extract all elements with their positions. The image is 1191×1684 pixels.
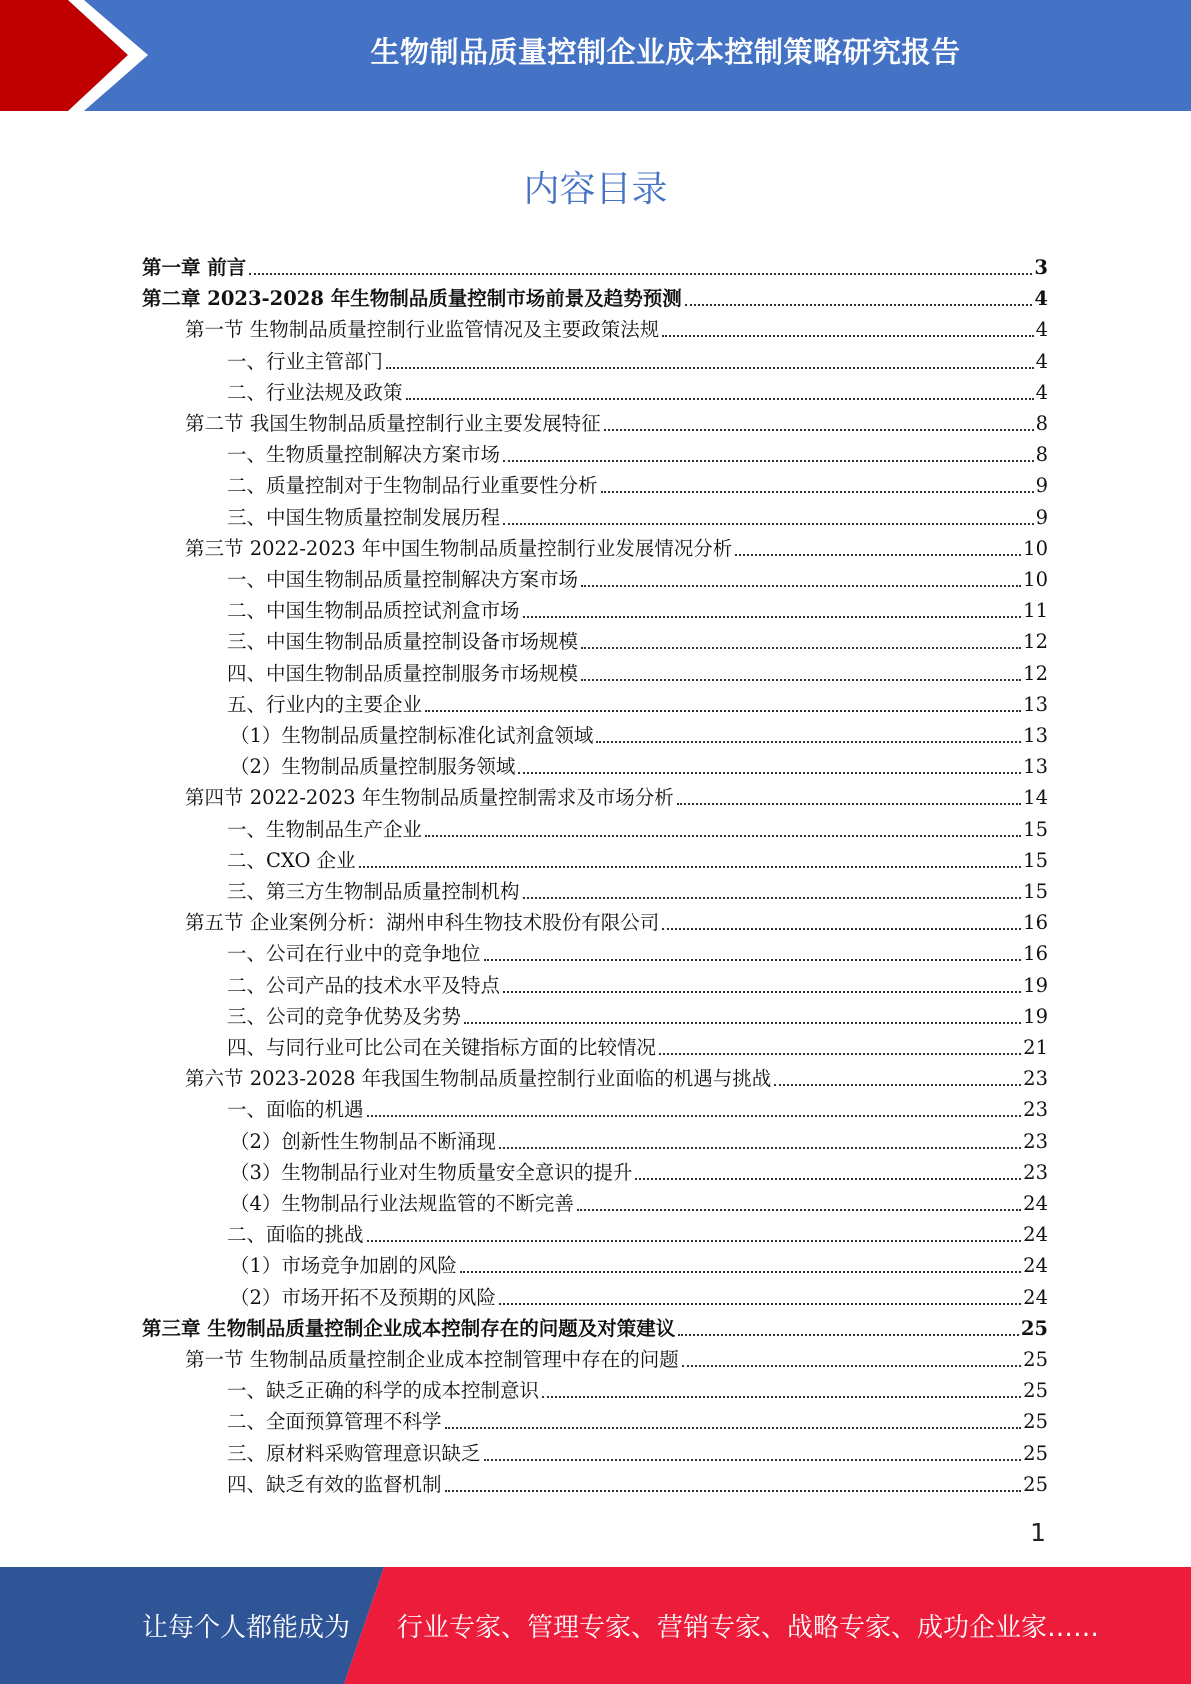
toc-dot-leader <box>445 1490 1022 1492</box>
toc-dot-leader <box>523 616 1022 618</box>
toc-entry-label: 三、中国生物质量控制发展历程 <box>227 505 501 529</box>
toc-entry[interactable] <box>227 690 1048 718</box>
toc-entry[interactable] <box>227 627 1048 655</box>
toc-entry-page: 14 <box>1023 786 1048 810</box>
footer-slogan-right: 行业专家、管理专家、营销专家、战略专家、成功企业家…… <box>397 1613 1100 1643</box>
toc-entry-page: 25 <box>1023 1441 1048 1465</box>
toc-entry-page: 12 <box>1023 661 1048 685</box>
toc-dot-leader <box>523 897 1022 899</box>
toc-entry-page: 23 <box>1023 1067 1048 1091</box>
toc-dot-leader <box>406 398 1034 400</box>
toc-entry[interactable] <box>185 1064 1048 1092</box>
toc-entry[interactable] <box>227 1002 1048 1030</box>
page-footer <box>0 1567 1191 1684</box>
toc-entry-page: 24 <box>1023 1192 1048 1215</box>
toc-entry-page: 15 <box>1023 880 1048 903</box>
toc-dot-leader <box>464 1022 1021 1024</box>
toc-entry-page: 25 <box>1023 1348 1048 1371</box>
toc-entry-page: 8 <box>1035 412 1048 435</box>
toc-entry-label: 一、面临的机遇 <box>227 1098 364 1122</box>
toc-entry[interactable] <box>227 1220 1048 1248</box>
toc-dot-leader <box>678 1334 1019 1336</box>
toc-dot-leader <box>518 772 1021 774</box>
toc-entry-page: 8 <box>1035 443 1048 467</box>
toc-entry-page: 25 <box>1023 1410 1048 1434</box>
toc-entry-label: 第二章 2023-2028 年生物制品质量控制市场前景及趋势预测 <box>142 287 682 311</box>
toc-entry-page: 4 <box>1035 318 1048 342</box>
toc-entry-page: 13 <box>1023 692 1048 716</box>
toc-entry-label: 四、与同行业可比公司在关键指标方面的比较情况 <box>227 1036 657 1059</box>
toc-entry-page: 19 <box>1023 1004 1048 1028</box>
toc-entry[interactable] <box>227 565 1048 593</box>
toc-entry[interactable] <box>185 315 1048 343</box>
toc-entry-page: 4 <box>1035 380 1048 404</box>
toc-entry-label: 二、全面预算管理不科学 <box>227 1410 442 1434</box>
page-header <box>0 0 1191 111</box>
toc-dot-leader <box>662 335 1033 337</box>
toc-entry-label: 一、生物质量控制解决方案市场 <box>227 443 501 467</box>
toc-entry-label: 二、行业法规及政策 <box>227 380 403 404</box>
toc-entry[interactable] <box>227 1033 1048 1061</box>
toc-entry-label: 二、CXO 企业 <box>227 848 356 872</box>
toc-entry-label: 一、中国生物制品质量控制解决方案市场 <box>227 568 579 591</box>
toc-entry[interactable] <box>230 721 1048 749</box>
toc-entry-page: 15 <box>1023 817 1048 841</box>
toc-dot-leader <box>604 429 1034 431</box>
toc-dot-leader <box>635 1178 1021 1180</box>
toc-entry-label: 三、中国生物制品质量控制设备市场规模 <box>227 630 579 654</box>
toc-entry-label: （4）生物制品行业法规监管的不断完善 <box>230 1192 574 1215</box>
toc-entry-label: 三、第三方生物制品质量控制机构 <box>227 880 520 903</box>
toc-entry[interactable] <box>227 939 1048 967</box>
toc-entry-label: 二、中国生物制品质控试剂盒市场 <box>227 599 520 623</box>
toc-entry-page: 24 <box>1023 1223 1048 1247</box>
toc-entry[interactable] <box>227 659 1048 687</box>
toc-entry[interactable] <box>230 1251 1048 1279</box>
toc-dot-leader <box>460 1271 1021 1273</box>
toc-entry[interactable] <box>142 253 1048 281</box>
toc-entry[interactable] <box>185 534 1048 562</box>
toc-dot-leader <box>735 554 1021 556</box>
toc-entry-page: 11 <box>1023 599 1048 623</box>
toc-entry-label: 第四节 2022-2023 年生物制品质量控制需求及市场分析 <box>185 786 674 810</box>
toc-dot-leader <box>685 304 1033 306</box>
toc-entry-label: （1）生物制品质量控制标准化试剂盒领域 <box>230 724 594 747</box>
toc-entry-page: 24 <box>1023 1285 1048 1309</box>
toc-dot-leader <box>581 585 1021 587</box>
toc-entry-page: 3 <box>1034 256 1048 279</box>
toc-dot-leader <box>581 679 1021 681</box>
arrow-decoration-icon <box>0 0 160 111</box>
toc-entry-label: 第二节 我国生物制品质量控制行业主要发展特征 <box>185 412 601 435</box>
toc-entry-label: （2）生物制品质量控制服务领域 <box>230 755 516 779</box>
toc-dot-leader <box>249 273 1032 275</box>
toc-dot-leader <box>484 1459 1022 1461</box>
toc-dot-leader <box>503 460 1034 462</box>
toc-entry[interactable] <box>227 440 1048 468</box>
toc-entry[interactable] <box>227 1439 1048 1467</box>
toc-entry[interactable] <box>142 1314 1048 1342</box>
toc-entry[interactable] <box>185 908 1048 936</box>
toc-entry-page: 13 <box>1023 724 1048 747</box>
toc-dot-leader <box>596 741 1021 743</box>
toc-entry-page: 25 <box>1023 1472 1048 1496</box>
toc-entry-page: 12 <box>1023 630 1048 654</box>
toc-entry-label: 五、行业内的主要企业 <box>227 692 423 716</box>
toc-entry-label: （3）生物制品行业对生物质量安全意识的提升 <box>230 1160 633 1184</box>
toc-entry-page: 25 <box>1020 1316 1048 1340</box>
toc-entry-label: 三、公司的竞争优势及劣势 <box>227 1004 462 1028</box>
toc-entry-label: 第一章 前言 <box>142 256 247 279</box>
toc-entry-page: 15 <box>1023 848 1048 872</box>
toc-entry[interactable] <box>230 1158 1048 1186</box>
toc-entry-label: 二、质量控制对于生物制品行业重要性分析 <box>227 474 598 498</box>
toc-dot-leader <box>484 959 1022 961</box>
toc-entry-page: 10 <box>1023 568 1048 591</box>
toc-entry[interactable] <box>230 1127 1048 1155</box>
toc-entry-label: 一、缺乏正确的科学的成本控制意识 <box>227 1379 540 1403</box>
toc-dot-leader <box>367 1115 1022 1117</box>
toc-entry-page: 16 <box>1023 911 1048 935</box>
toc-entry-label: （2）创新性生物制品不断涌现 <box>230 1129 496 1153</box>
toc-dot-leader <box>425 710 1021 712</box>
page-number: 1 <box>1030 1518 1046 1547</box>
toc-entry-label: 三、原材料采购管理意识缺乏 <box>227 1441 481 1465</box>
toc-dot-leader <box>503 523 1034 525</box>
toc-entry-page: 10 <box>1023 536 1048 560</box>
toc-entry[interactable] <box>227 1376 1048 1404</box>
toc-entry-label: 第一节 生物制品质量控制企业成本控制管理中存在的问题 <box>185 1348 679 1371</box>
toc-entry-page: 23 <box>1023 1160 1048 1184</box>
toc-entry[interactable] <box>227 877 1048 905</box>
toc-entry[interactable] <box>230 752 1048 780</box>
toc-entry[interactable] <box>230 1189 1048 1217</box>
toc-dot-leader <box>677 803 1021 805</box>
toc-entry[interactable] <box>227 347 1048 375</box>
toc-dot-leader <box>542 1396 1021 1398</box>
toc-dot-leader <box>662 928 1021 930</box>
toc-dot-leader <box>367 1240 1022 1242</box>
toc-entry[interactable] <box>142 284 1048 312</box>
toc-entry[interactable] <box>227 596 1048 624</box>
toc-title: 内容目录 <box>523 169 668 210</box>
toc-entry[interactable] <box>227 1470 1048 1498</box>
toc-entry-page: 21 <box>1023 1036 1048 1059</box>
toc-dot-leader <box>503 991 1021 993</box>
toc-entry-page: 4 <box>1035 349 1048 373</box>
footer-slogan-left: 让每个人都能成为 <box>142 1613 351 1643</box>
toc-entry-label: 第三节 2022-2023 年中国生物制品质量控制行业发展情况分析 <box>185 536 733 560</box>
toc-entry-page: 16 <box>1023 942 1048 966</box>
toc-entry-page: 4 <box>1034 287 1048 311</box>
toc-dot-leader <box>386 367 1034 369</box>
toc-entry[interactable] <box>227 815 1048 843</box>
toc-dot-leader <box>425 835 1021 837</box>
toc-dot-leader <box>601 491 1034 493</box>
toc-entry-page: 19 <box>1023 973 1048 997</box>
toc-dot-leader <box>581 647 1021 649</box>
toc-entry-label: 第一节 生物制品质量控制行业监管情况及主要政策法规 <box>185 318 660 342</box>
toc-entry-label: 二、公司产品的技术水平及特点 <box>227 973 501 997</box>
toc-entry-page: 9 <box>1035 505 1048 529</box>
toc-entry-label: 一、生物制品生产企业 <box>227 817 423 841</box>
toc-entry[interactable] <box>227 971 1048 999</box>
toc-entry-page: 9 <box>1035 474 1048 498</box>
toc-entry-label: 一、公司在行业中的竞争地位 <box>227 942 481 966</box>
toc-entry-page: 23 <box>1023 1098 1048 1122</box>
toc-entry-label: 第三章 生物制品质量控制企业成本控制存在的问题及对策建议 <box>142 1316 676 1340</box>
toc-entry-label: 一、行业主管部门 <box>227 349 384 373</box>
toc-entry-page: 25 <box>1023 1379 1048 1403</box>
toc-entry[interactable] <box>227 846 1048 874</box>
toc-entry[interactable] <box>227 1407 1048 1435</box>
toc-entry-label: 第六节 2023-2028 年我国生物制品质量控制行业面临的机遇与挑战 <box>185 1067 772 1091</box>
toc-dot-leader <box>577 1209 1021 1211</box>
toc-entry[interactable] <box>227 378 1048 406</box>
toc-entry-label: 四、缺乏有效的监督机制 <box>227 1472 442 1496</box>
toc-entry-page: 23 <box>1023 1129 1048 1153</box>
toc-dot-leader <box>774 1084 1021 1086</box>
toc-entry-page: 24 <box>1023 1254 1048 1278</box>
toc-entry[interactable] <box>230 1283 1048 1311</box>
report-title: 生物制品质量控制企业成本控制策略研究报告 <box>370 35 961 69</box>
toc-entry-label: 二、面临的挑战 <box>227 1223 364 1247</box>
toc-dot-leader <box>499 1303 1021 1305</box>
toc-dot-leader <box>659 1053 1021 1055</box>
toc-entry[interactable] <box>227 503 1048 531</box>
toc-dot-leader <box>359 866 1022 868</box>
toc-dot-leader <box>445 1427 1022 1429</box>
toc-dot-leader <box>499 1147 1021 1149</box>
toc-entry[interactable] <box>185 409 1048 437</box>
toc-entry[interactable] <box>227 1095 1048 1123</box>
toc-entry-label: 第五节 企业案例分析：湖州申科生物技术股份有限公司 <box>185 911 660 935</box>
toc-entry[interactable] <box>185 1345 1048 1373</box>
toc-entry-page: 13 <box>1023 755 1048 779</box>
toc-entry[interactable] <box>227 471 1048 499</box>
toc-entry-label: 四、中国生物制品质量控制服务市场规模 <box>227 661 579 685</box>
toc-dot-leader <box>682 1365 1021 1367</box>
toc-entry-label: （2）市场开拓不及预期的风险 <box>230 1285 496 1309</box>
toc-entry[interactable] <box>185 783 1048 811</box>
toc-entry-label: （1）市场竞争加剧的风险 <box>230 1254 457 1278</box>
